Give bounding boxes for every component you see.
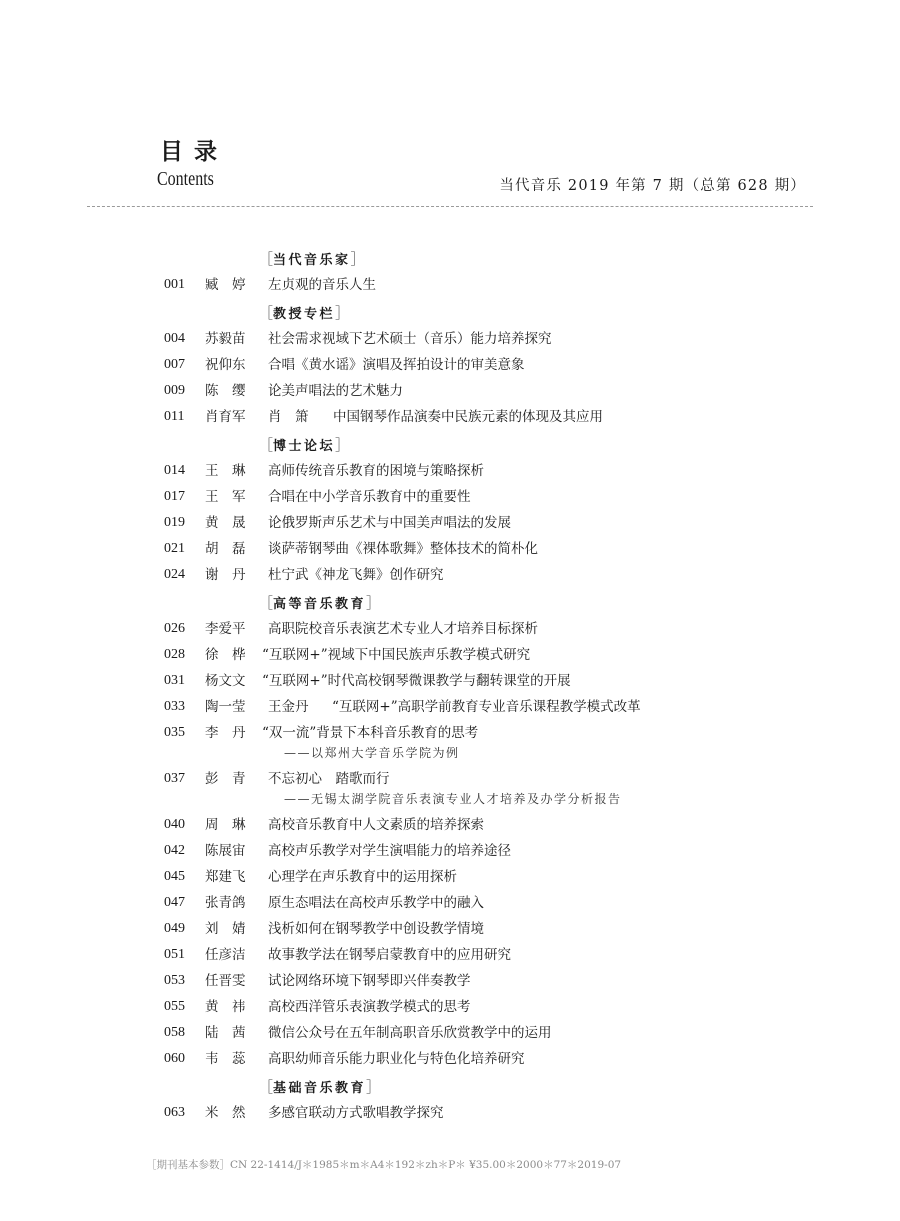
author-name: 黄 祎 <box>205 999 246 1015</box>
coauthor-name: 王金丹 <box>268 699 309 715</box>
journal-parameters: ［期刊基本参数］CN 22-1414/J＊1985＊m＊A4＊192＊zh＊P＊ ¥35.00＊2000＊77＊2019-07 <box>146 1159 622 1171</box>
article-title: 高校音乐教育中人文素质的培养探索 <box>268 817 484 833</box>
page-number: 009 <box>164 383 185 398</box>
section-name: 基础音乐教育 <box>273 1081 367 1096</box>
bracket-left: ［ <box>258 250 274 268</box>
author-name: 彭 青 <box>205 771 246 787</box>
article-title: 高师传统音乐教育的困境与策略探析 <box>268 463 484 479</box>
page-number: 024 <box>164 567 185 582</box>
author-name: 陶一莹 <box>205 699 246 715</box>
author-name: 臧 婷 <box>205 277 246 293</box>
page-number: 051 <box>164 947 185 962</box>
article-title: 左贞观的音乐人生 <box>268 277 376 293</box>
article-title: 浅析如何在钢琴教学中创设教学情境 <box>268 921 484 937</box>
article-title: 高职院校音乐表演艺术专业人才培养目标探析 <box>268 621 538 637</box>
author-name: 苏毅苗 <box>205 331 246 347</box>
author-name: 徐 桦 <box>205 647 246 663</box>
article-title: 试论网络环境下钢琴即兴伴奏教学 <box>268 973 471 989</box>
author-name: 周 琳 <box>205 817 246 833</box>
page-number: 014 <box>164 463 185 478</box>
header-divider <box>87 206 813 207</box>
article-title: 杜宁武《神龙飞舞》创作研究 <box>268 567 444 583</box>
page-number: 042 <box>164 843 185 858</box>
article-title: 谈萨蒂钢琴曲《裸体歌舞》整体技术的简朴化 <box>268 541 538 557</box>
section-heading <box>258 592 381 613</box>
article-title: “互联网+”时代高校钢琴微课教学与翻转课堂的开展 <box>262 673 571 689</box>
article-title: 高职幼师音乐能力职业化与特色化培养研究 <box>268 1051 525 1067</box>
bracket-right: ］ <box>335 436 351 454</box>
author-name: 任晋雯 <box>205 973 246 989</box>
page-number: 040 <box>164 817 185 832</box>
section-heading <box>258 1076 381 1097</box>
article-title: 不忘初心 踏歌而行 <box>268 771 390 787</box>
page-number: 037 <box>164 771 185 786</box>
section-name: 高等音乐教育 <box>273 597 367 612</box>
page-number: 063 <box>164 1105 185 1120</box>
article-title: “互联网+”高职学前教育专业音乐课程教学模式改革 <box>332 699 641 715</box>
page-number: 026 <box>164 621 185 636</box>
author-name: 李爱平 <box>205 621 246 637</box>
article-subtitle: ——无锡太湖学院音乐表演专业人才培养及办学分析报告 <box>284 792 622 806</box>
bracket-left: ［ <box>258 1078 274 1096</box>
article-title: 合唱《黄水谣》演唱及挥拍设计的审美意象 <box>268 357 525 373</box>
page-number: 049 <box>164 921 185 936</box>
article-title: 中国钢琴作品演奏中民族元素的体现及其应用 <box>333 409 603 425</box>
section-name: 教授专栏 <box>273 307 336 322</box>
author-name: 陈 缨 <box>205 383 246 399</box>
author-name: 米 然 <box>205 1105 246 1121</box>
author-name: 祝仰东 <box>205 357 246 373</box>
page-number: 019 <box>164 515 185 530</box>
article-title: “双一流”背景下本科音乐教育的思考 <box>262 725 479 741</box>
author-name: 张青鸽 <box>205 895 246 911</box>
page-number: 060 <box>164 1051 185 1066</box>
page-number: 058 <box>164 1025 185 1040</box>
page-number: 007 <box>164 357 185 372</box>
author-name: 王 琳 <box>205 463 246 479</box>
author-name: 陈展宙 <box>205 843 246 859</box>
coauthor-name: 肖 箫 <box>268 409 309 425</box>
bracket-right: ］ <box>366 594 382 612</box>
bracket-right: ］ <box>335 304 351 322</box>
author-name: 陆 茜 <box>205 1025 246 1041</box>
page-number: 033 <box>164 699 185 714</box>
section-heading <box>258 434 350 455</box>
author-name: 杨文文 <box>205 673 246 689</box>
section-name: 博士论坛 <box>273 439 336 454</box>
author-name: 韦 蕊 <box>205 1051 246 1067</box>
article-title: 原生态唱法在高校声乐教学中的融入 <box>268 895 484 911</box>
page-number: 001 <box>164 277 185 292</box>
bracket-left: ［ <box>258 436 274 454</box>
page-number: 004 <box>164 331 185 346</box>
section-heading <box>258 302 350 323</box>
author-name: 王 军 <box>205 489 246 505</box>
section-heading <box>258 248 366 269</box>
article-title: 论美声唱法的艺术魅力 <box>268 383 403 399</box>
article-title: 故事教学法在钢琴启蒙教育中的应用研究 <box>268 947 511 963</box>
page-number: 031 <box>164 673 185 688</box>
page-title: 目录 <box>160 139 228 165</box>
article-title: 高校声乐教学对学生演唱能力的培养途径 <box>268 843 511 859</box>
author-name: 任彦洁 <box>205 947 246 963</box>
page-number: 017 <box>164 489 185 504</box>
article-title: 高校西洋管乐表演教学模式的思考 <box>268 999 471 1015</box>
article-title: 社会需求视域下艺术硕士（音乐）能力培养探究 <box>268 331 552 347</box>
author-name: 刘 婧 <box>205 921 246 937</box>
article-title: 论俄罗斯声乐艺术与中国美声唱法的发展 <box>268 515 511 531</box>
page-number: 021 <box>164 541 185 556</box>
article-title: 多感官联动方式歌唱教学探究 <box>268 1105 444 1121</box>
author-name: 肖育军 <box>205 409 246 425</box>
section-name: 当代音乐家 <box>273 253 351 268</box>
page-title-english: Contents <box>157 168 214 190</box>
page-number: 055 <box>164 999 185 1014</box>
article-title: “互联网+”视域下中国民族声乐教学模式研究 <box>262 647 531 663</box>
page-number: 047 <box>164 895 185 910</box>
issue-info: 当代音乐 2019 年第 7 期（总第 628 期） <box>499 178 806 194</box>
page-number: 045 <box>164 869 185 884</box>
author-name: 李 丹 <box>205 725 246 741</box>
page-number: 035 <box>164 725 185 740</box>
page-number: 053 <box>164 973 185 988</box>
article-subtitle: ——以郑州大学音乐学院为例 <box>284 746 460 760</box>
article-title: 微信公众号在五年制高职音乐欣赏教学中的运用 <box>268 1025 552 1041</box>
article-title: 合唱在中小学音乐教育中的重要性 <box>268 489 471 505</box>
article-title: 心理学在声乐教育中的运用探析 <box>268 869 457 885</box>
bracket-left: ［ <box>258 304 274 322</box>
author-name: 胡 磊 <box>205 541 246 557</box>
author-name: 黄 晟 <box>205 515 246 531</box>
author-name: 谢 丹 <box>205 567 246 583</box>
bracket-left: ［ <box>258 594 274 612</box>
page-number: 011 <box>164 409 185 424</box>
bracket-right: ］ <box>366 1078 382 1096</box>
bracket-right: ］ <box>350 250 366 268</box>
author-name: 郑建飞 <box>205 869 246 885</box>
page-number: 028 <box>164 647 185 662</box>
